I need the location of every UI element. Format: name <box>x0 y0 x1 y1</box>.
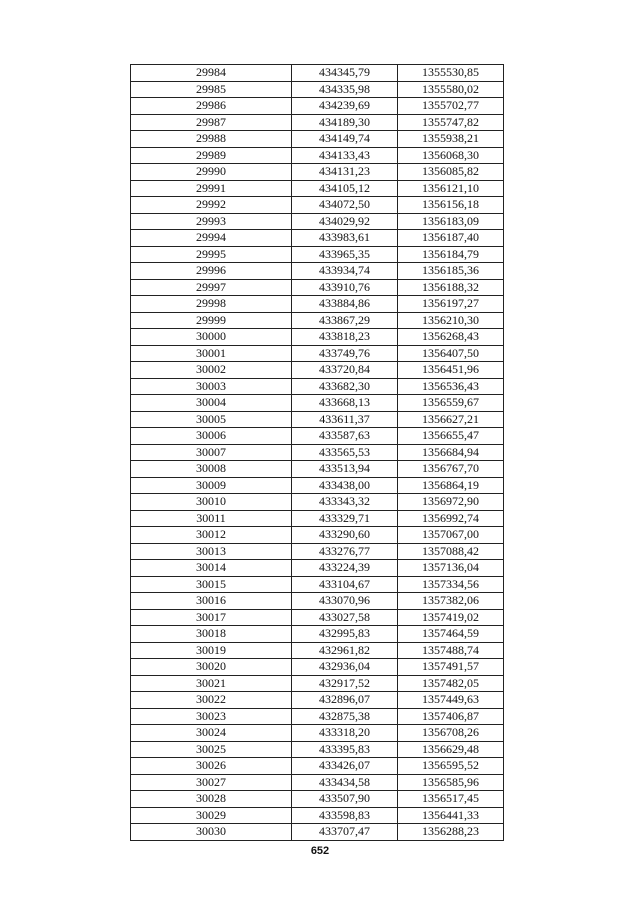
y-coordinate-cell: 1357482,05 <box>398 675 504 692</box>
x-coordinate-cell: 432995,83 <box>292 626 398 643</box>
point-number-cell: 30030 <box>131 824 292 841</box>
x-coordinate-cell: 433965,35 <box>292 246 398 263</box>
point-number-cell: 30011 <box>131 510 292 527</box>
point-number-cell: 30027 <box>131 774 292 791</box>
y-coordinate-cell: 1356068,30 <box>398 147 504 164</box>
table-row <box>131 642 504 659</box>
y-coordinate-cell: 1357067,00 <box>398 527 504 544</box>
y-coordinate-cell: 1356187,40 <box>398 230 504 247</box>
table-row <box>131 494 504 511</box>
table-row <box>131 98 504 115</box>
point-number-cell: 29995 <box>131 246 292 263</box>
table-row <box>131 824 504 841</box>
y-coordinate-cell: 1356441,33 <box>398 807 504 824</box>
table-row <box>131 543 504 560</box>
x-coordinate-cell: 433818,23 <box>292 329 398 346</box>
y-coordinate-cell: 1356183,09 <box>398 213 504 230</box>
point-number-cell: 30022 <box>131 692 292 709</box>
x-coordinate-cell: 432896,07 <box>292 692 398 709</box>
point-number-cell: 29998 <box>131 296 292 313</box>
y-coordinate-cell: 1356595,52 <box>398 758 504 775</box>
x-coordinate-cell: 433276,77 <box>292 543 398 560</box>
coordinates-table <box>130 64 504 841</box>
table-row <box>131 791 504 808</box>
point-number-cell: 30028 <box>131 791 292 808</box>
point-number-cell: 29984 <box>131 65 292 82</box>
point-number-cell: 29986 <box>131 98 292 115</box>
x-coordinate-cell: 433438,00 <box>292 477 398 494</box>
table-row <box>131 593 504 610</box>
y-coordinate-cell: 1357334,56 <box>398 576 504 593</box>
x-coordinate-cell: 433682,30 <box>292 378 398 395</box>
x-coordinate-cell: 434345,79 <box>292 65 398 82</box>
y-coordinate-cell: 1357491,57 <box>398 659 504 676</box>
table-row <box>131 444 504 461</box>
point-number-cell: 30015 <box>131 576 292 593</box>
table-row <box>131 576 504 593</box>
y-coordinate-cell: 1356184,79 <box>398 246 504 263</box>
y-coordinate-cell: 1355530,85 <box>398 65 504 82</box>
y-coordinate-cell: 1356767,70 <box>398 461 504 478</box>
y-coordinate-cell: 1357488,74 <box>398 642 504 659</box>
y-coordinate-cell: 1356864,19 <box>398 477 504 494</box>
x-coordinate-cell: 433668,13 <box>292 395 398 412</box>
point-number-cell: 29992 <box>131 197 292 214</box>
point-number-cell: 30021 <box>131 675 292 692</box>
y-coordinate-cell: 1356992,74 <box>398 510 504 527</box>
x-coordinate-cell: 434335,98 <box>292 81 398 98</box>
x-coordinate-cell: 433224,39 <box>292 560 398 577</box>
point-number-cell: 30020 <box>131 659 292 676</box>
point-number-cell: 30026 <box>131 758 292 775</box>
table-row <box>131 774 504 791</box>
point-number-cell: 29985 <box>131 81 292 98</box>
y-coordinate-cell: 1356517,45 <box>398 791 504 808</box>
x-coordinate-cell: 434131,23 <box>292 164 398 181</box>
point-number-cell: 29997 <box>131 279 292 296</box>
table-row <box>131 131 504 148</box>
table-row <box>131 675 504 692</box>
table-row <box>131 164 504 181</box>
x-coordinate-cell: 434149,74 <box>292 131 398 148</box>
point-number-cell: 30002 <box>131 362 292 379</box>
x-coordinate-cell: 433749,76 <box>292 345 398 362</box>
y-coordinate-cell: 1357382,06 <box>398 593 504 610</box>
table-row <box>131 692 504 709</box>
y-coordinate-cell: 1356085,82 <box>398 164 504 181</box>
x-coordinate-cell: 433867,29 <box>292 312 398 329</box>
x-coordinate-cell: 433426,07 <box>292 758 398 775</box>
x-coordinate-cell: 434239,69 <box>292 98 398 115</box>
x-coordinate-cell: 432961,82 <box>292 642 398 659</box>
x-coordinate-cell: 433910,76 <box>292 279 398 296</box>
point-number-cell: 30012 <box>131 527 292 544</box>
point-number-cell: 30007 <box>131 444 292 461</box>
point-number-cell: 30016 <box>131 593 292 610</box>
y-coordinate-cell: 1356708,26 <box>398 725 504 742</box>
point-number-cell: 30008 <box>131 461 292 478</box>
point-number-cell: 30003 <box>131 378 292 395</box>
point-number-cell: 30024 <box>131 725 292 742</box>
y-coordinate-cell: 1356972,90 <box>398 494 504 511</box>
point-number-cell: 30017 <box>131 609 292 626</box>
table-row <box>131 510 504 527</box>
point-number-cell: 29993 <box>131 213 292 230</box>
point-number-cell: 30025 <box>131 741 292 758</box>
y-coordinate-cell: 1356156,18 <box>398 197 504 214</box>
y-coordinate-cell: 1355580,02 <box>398 81 504 98</box>
x-coordinate-cell: 432917,52 <box>292 675 398 692</box>
table-row <box>131 741 504 758</box>
table-row <box>131 114 504 131</box>
table-row <box>131 180 504 197</box>
y-coordinate-cell: 1356627,21 <box>398 411 504 428</box>
point-number-cell: 29994 <box>131 230 292 247</box>
table-row <box>131 560 504 577</box>
x-coordinate-cell: 433434,58 <box>292 774 398 791</box>
coordinates-table-body <box>131 65 504 841</box>
point-number-cell: 29989 <box>131 147 292 164</box>
y-coordinate-cell: 1356210,30 <box>398 312 504 329</box>
table-row <box>131 609 504 626</box>
table-row <box>131 197 504 214</box>
table-row <box>131 626 504 643</box>
table-row <box>131 345 504 362</box>
x-coordinate-cell: 434189,30 <box>292 114 398 131</box>
x-coordinate-cell: 433343,32 <box>292 494 398 511</box>
y-coordinate-cell: 1357088,42 <box>398 543 504 560</box>
y-coordinate-cell: 1356121,10 <box>398 180 504 197</box>
point-number-cell: 30000 <box>131 329 292 346</box>
table-row <box>131 428 504 445</box>
x-coordinate-cell: 433395,83 <box>292 741 398 758</box>
y-coordinate-cell: 1356559,67 <box>398 395 504 412</box>
x-coordinate-cell: 433507,90 <box>292 791 398 808</box>
table-row <box>131 147 504 164</box>
table-row <box>131 378 504 395</box>
x-coordinate-cell: 433983,61 <box>292 230 398 247</box>
table-row <box>131 279 504 296</box>
x-coordinate-cell: 433598,83 <box>292 807 398 824</box>
y-coordinate-cell: 1357419,02 <box>398 609 504 626</box>
table-row <box>131 758 504 775</box>
table-row <box>131 527 504 544</box>
y-coordinate-cell: 1356451,96 <box>398 362 504 379</box>
table-row <box>131 263 504 280</box>
point-number-cell: 29999 <box>131 312 292 329</box>
table-row <box>131 230 504 247</box>
point-number-cell: 30009 <box>131 477 292 494</box>
table-row <box>131 246 504 263</box>
x-coordinate-cell: 433070,96 <box>292 593 398 610</box>
point-number-cell: 29991 <box>131 180 292 197</box>
point-number-cell: 29996 <box>131 263 292 280</box>
x-coordinate-cell: 433318,20 <box>292 725 398 742</box>
x-coordinate-cell: 434072,50 <box>292 197 398 214</box>
table-row <box>131 411 504 428</box>
y-coordinate-cell: 1356536,43 <box>398 378 504 395</box>
x-coordinate-cell: 433934,74 <box>292 263 398 280</box>
x-coordinate-cell: 433027,58 <box>292 609 398 626</box>
y-coordinate-cell: 1357406,87 <box>398 708 504 725</box>
table-row <box>131 461 504 478</box>
x-coordinate-cell: 433720,84 <box>292 362 398 379</box>
point-number-cell: 30023 <box>131 708 292 725</box>
x-coordinate-cell: 434133,43 <box>292 147 398 164</box>
y-coordinate-cell: 1356655,47 <box>398 428 504 445</box>
y-coordinate-cell: 1357464,59 <box>398 626 504 643</box>
x-coordinate-cell: 433611,37 <box>292 411 398 428</box>
y-coordinate-cell: 1356188,32 <box>398 279 504 296</box>
point-number-cell: 29988 <box>131 131 292 148</box>
table-row <box>131 477 504 494</box>
table-row <box>131 725 504 742</box>
table-row <box>131 213 504 230</box>
table-row <box>131 708 504 725</box>
table-row <box>131 329 504 346</box>
x-coordinate-cell: 432875,38 <box>292 708 398 725</box>
y-coordinate-cell: 1357136,04 <box>398 560 504 577</box>
x-coordinate-cell: 433707,47 <box>292 824 398 841</box>
x-coordinate-cell: 433513,94 <box>292 461 398 478</box>
x-coordinate-cell: 434029,92 <box>292 213 398 230</box>
x-coordinate-cell: 433884,86 <box>292 296 398 313</box>
table-row <box>131 362 504 379</box>
y-coordinate-cell: 1356407,50 <box>398 345 504 362</box>
table-row <box>131 807 504 824</box>
point-number-cell: 30001 <box>131 345 292 362</box>
point-number-cell: 30010 <box>131 494 292 511</box>
y-coordinate-cell: 1356268,43 <box>398 329 504 346</box>
x-coordinate-cell: 433290,60 <box>292 527 398 544</box>
table-row <box>131 395 504 412</box>
y-coordinate-cell: 1357449,63 <box>398 692 504 709</box>
point-number-cell: 29987 <box>131 114 292 131</box>
x-coordinate-cell: 434105,12 <box>292 180 398 197</box>
y-coordinate-cell: 1356197,27 <box>398 296 504 313</box>
point-number-cell: 30029 <box>131 807 292 824</box>
point-number-cell: 30006 <box>131 428 292 445</box>
point-number-cell: 30013 <box>131 543 292 560</box>
x-coordinate-cell: 433104,67 <box>292 576 398 593</box>
y-coordinate-cell: 1355938,21 <box>398 131 504 148</box>
page-number: 652 <box>310 845 330 857</box>
table-row <box>131 296 504 313</box>
x-coordinate-cell: 433587,63 <box>292 428 398 445</box>
table-row <box>131 659 504 676</box>
point-number-cell: 30018 <box>131 626 292 643</box>
table-row <box>131 81 504 98</box>
point-number-cell: 30014 <box>131 560 292 577</box>
y-coordinate-cell: 1356288,23 <box>398 824 504 841</box>
y-coordinate-cell: 1356629,48 <box>398 741 504 758</box>
point-number-cell: 30005 <box>131 411 292 428</box>
table-row <box>131 312 504 329</box>
point-number-cell: 30004 <box>131 395 292 412</box>
point-number-cell: 29990 <box>131 164 292 181</box>
y-coordinate-cell: 1355747,82 <box>398 114 504 131</box>
table-row <box>131 65 504 82</box>
y-coordinate-cell: 1356585,96 <box>398 774 504 791</box>
x-coordinate-cell: 433329,71 <box>292 510 398 527</box>
point-number-cell: 30019 <box>131 642 292 659</box>
y-coordinate-cell: 1356684,94 <box>398 444 504 461</box>
x-coordinate-cell: 433565,53 <box>292 444 398 461</box>
y-coordinate-cell: 1355702,77 <box>398 98 504 115</box>
y-coordinate-cell: 1356185,36 <box>398 263 504 280</box>
x-coordinate-cell: 432936,04 <box>292 659 398 676</box>
